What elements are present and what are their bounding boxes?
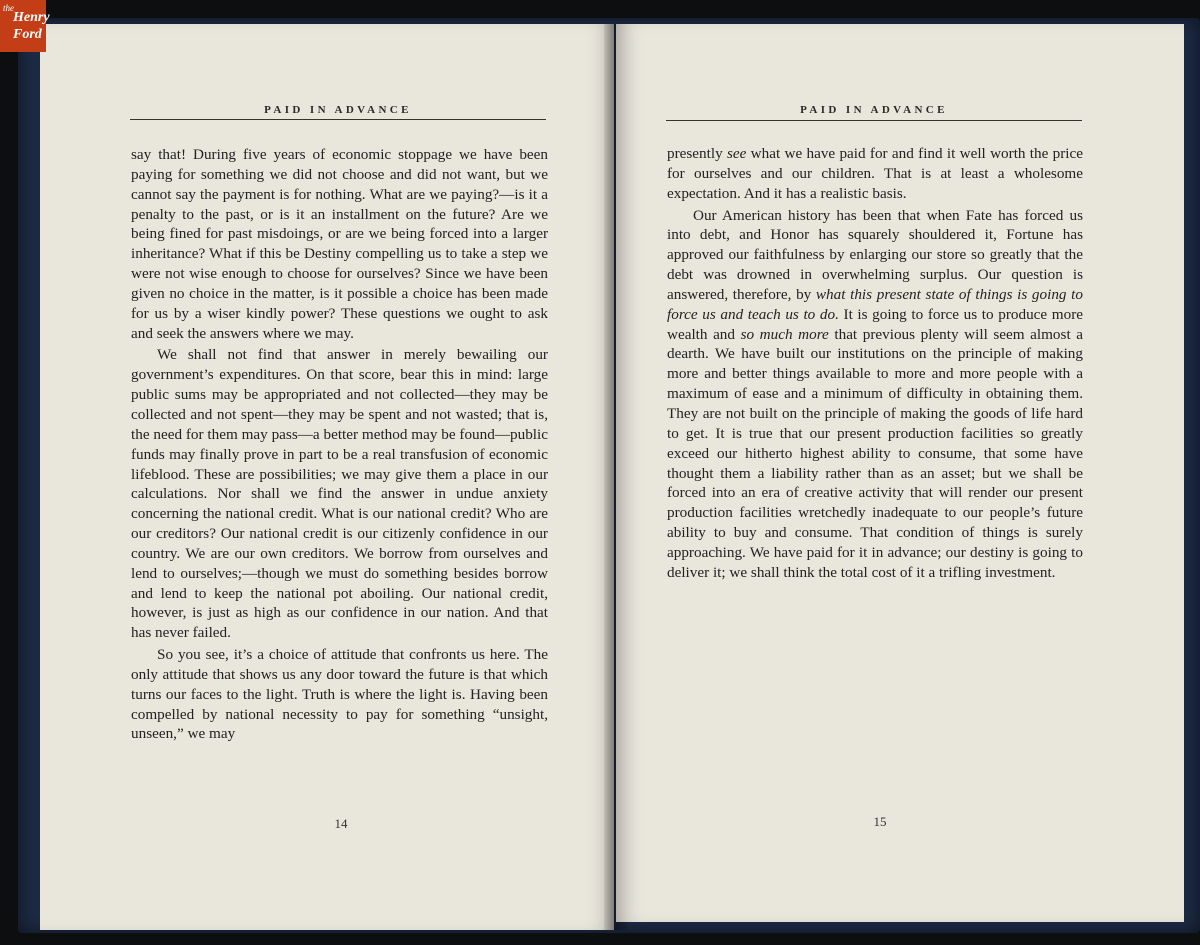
page-number-left: 14 xyxy=(334,816,348,831)
running-head-right: PAID IN ADVANCE xyxy=(800,104,948,116)
text-run: presently xyxy=(667,145,727,162)
left-body-text xyxy=(131,145,548,744)
italic-text: what this present state of things is going to force us and teach us to do. xyxy=(667,285,1083,323)
head-rule-left xyxy=(130,119,546,120)
paragraph: say that! During five years of economic stoppage we have been paying for something we did not choose and did not want, but we cannot say the payment is for nothing. What are we paying?—is it a penalty to the past, or is it an installment on the future? Are we being fined for past misdoings, or are we being forced into a larger inheritance? What if this be Destiny compelling us to take a step we were not wise enough to choose for ourselves? Since we have been given no choice in the matter, is it possible a choice has been made for us by a wiser kindly power? These questions we ought to ask and seek the answers where we may. xyxy=(131,146,548,342)
left-page xyxy=(40,24,614,930)
logo-text: Ford xyxy=(13,27,42,42)
right-body-text xyxy=(667,144,1083,583)
italic-text: see xyxy=(726,145,747,162)
paragraph xyxy=(667,144,1083,204)
text-run: what we have paid for and find it well worth the price for ourselves and our children. That is at least a wholesome expectation. And it has a realistic basis. xyxy=(667,145,1084,202)
running-head-left: PAID IN ADVANCE xyxy=(264,104,412,116)
head-rule-right xyxy=(666,120,1082,121)
paragraph: We shall not find that answer in merely bewailing our government’s expenditures. On that score, bear this in mind: large public sums may be appropriated and not collected—they may be collected and not spent—they may be spent and not wasted; that is, the need for them may pass—a better method may be found—public funds may finally prove in part to be a real transfusion of economic lifeblood. These are possibilities; we may give them a place in our calculations. Nor shall we find the answer in undue anxiety concerning the national credit. What is our national credit? Who are our creditors? Our national credit is our citizenly confidence in our country. We are our own creditors. We borrow from ourselves and lend to ourselves;—though we must do something besides borrow and lend to keep the national pot aboiling. Our national credit, however, is just as high as our confidence in our nation. And that has never failed. xyxy=(131,346,548,642)
logo-text: the xyxy=(3,3,14,13)
henry-ford-logo xyxy=(0,0,50,52)
text-run: Our American history has been that when Fate has forced us into debt, and Honor has squarely shouldered it, Fortune has approved our faithfulness by enlarging our store so greatly that the debt was drowned in overwhelming surplus. Our question is answered, therefore, by xyxy=(667,206,1083,303)
paragraph xyxy=(667,206,1083,583)
logo-text: Henry xyxy=(13,10,50,25)
page-number-right: 15 xyxy=(873,814,887,829)
right-page xyxy=(616,24,1184,922)
text-run: It is going to force us to produce more wealth and xyxy=(667,305,1083,343)
paragraph: So you see, it’s a choice of attitude that confronts us here. The only attitude that shows us any door toward the future is that which turns our faces to the light. Truth is where the light is. Having been compelled by national necessity to pay for something “unsight, unseen,” we may xyxy=(131,646,548,743)
text-run: that previous plenty will seem almost a dearth. We have built our institutions on the principle of making more and better things available to more and more people with a maximum of ease and a minimum of difficulty in obtaining them. They are not built on the principle of making the goods of life hard to get. It is true that our present production facilities so greatly exceed our hitherto highest ability to consume, that some have thought them a liability rather than as an asset; but we shall be forced into an era of creative activity that will render our present production facilities wretchedly inadequate to our people’s future ability to buy and consume. That condition of things is surely approaching. We have paid for it in advance; our destiny is going to deliver it; we shall think the total cost of it a trifling investment. xyxy=(667,325,1083,581)
italic-text: so much more xyxy=(740,325,829,343)
